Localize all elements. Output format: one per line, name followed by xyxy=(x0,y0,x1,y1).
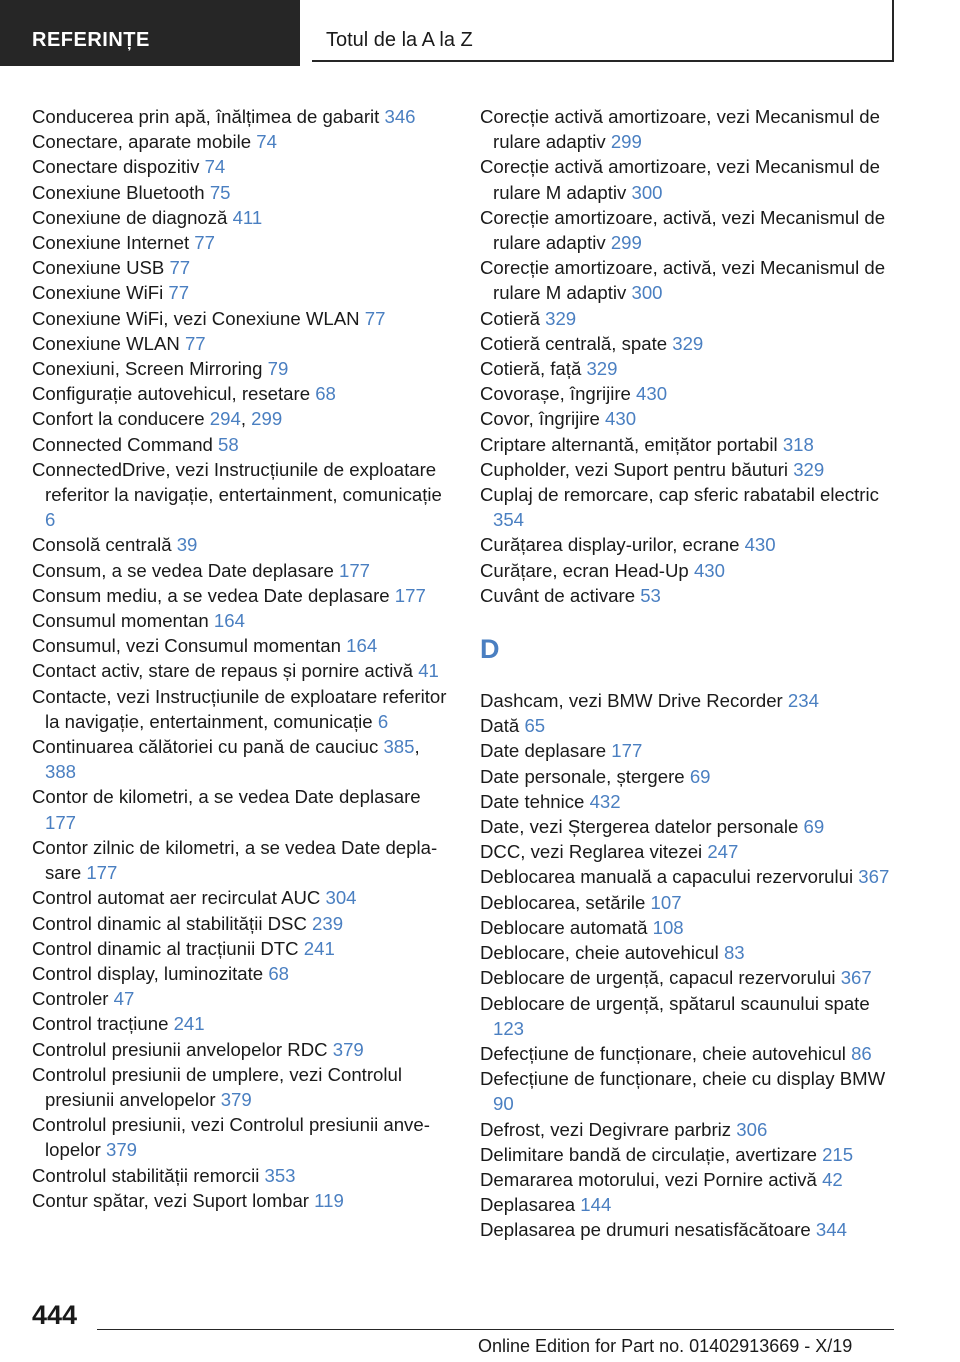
index-entry-text: Control display, luminozitate xyxy=(32,962,269,984)
page-reference-link[interactable]: 379 xyxy=(105,1139,138,1161)
index-entry xyxy=(32,1163,452,1188)
page-reference-link[interactable]: 367 xyxy=(840,967,872,989)
index-entry xyxy=(32,306,452,331)
page-reference-link[interactable]: 299 xyxy=(610,131,642,153)
index-entry-text: Covorașe, îngrijire xyxy=(480,383,637,405)
index-entry xyxy=(480,1142,900,1167)
index-entry xyxy=(480,558,900,583)
index-entry xyxy=(32,532,452,557)
index-entry-text: Deblocarea manuală a capacului rezervorului xyxy=(480,866,859,888)
index-entry xyxy=(480,406,900,431)
page-reference-link[interactable]: 77 xyxy=(364,307,386,329)
index-entry xyxy=(32,911,452,936)
page-reference-link[interactable]: 346 xyxy=(384,106,416,127)
index-entry-text: Controler xyxy=(32,988,114,1010)
page-reference-link[interactable]: 6 xyxy=(45,509,56,531)
page-reference-link[interactable]: 177 xyxy=(611,740,643,762)
page-reference-link[interactable]: 74 xyxy=(204,156,226,178)
index-entry-text: Conexiune Internet xyxy=(32,232,195,254)
index-entry-text: Curățarea display-urilor, ecrane xyxy=(480,534,745,556)
page-reference-link[interactable]: 47 xyxy=(113,988,135,1010)
index-entry-text: Contor zilnic de kilometri, a se vedea Date deplasare xyxy=(32,836,438,884)
index-entry xyxy=(32,1011,452,1036)
page-reference-link[interactable]: 79 xyxy=(267,358,289,380)
index-entry-text: Cotieră centrală, spate xyxy=(480,332,673,354)
page-reference-link[interactable]: 53 xyxy=(640,584,661,606)
page-reference-link[interactable]: 86 xyxy=(851,1042,872,1064)
index-entry xyxy=(32,558,452,583)
index-entry xyxy=(32,180,452,205)
page-reference-link[interactable]: 177 xyxy=(86,862,118,884)
index-entry-text: Dashcam, vezi BMW Drive Recorder xyxy=(480,690,788,712)
page-reference-link[interactable]: 119 xyxy=(314,1189,344,1211)
index-entry-text: Conexiune WiFi xyxy=(32,282,169,304)
index-entry-text: Configurație autovehicul, resetare xyxy=(32,383,316,405)
page-reference-link[interactable]: 65 xyxy=(524,715,546,737)
index-entry xyxy=(480,1217,900,1242)
index-entry xyxy=(480,482,900,532)
page-reference-link[interactable]: 77 xyxy=(168,282,190,304)
index-entry-text: Deblocarea, setările xyxy=(480,891,651,913)
index-entry-text: Cuplaj de remorcare, cap sferic rabatabil electric xyxy=(480,484,879,506)
index-entry-text: Control automat aer recirculat AUC xyxy=(32,887,326,909)
index-entry-text: Contur spătar, vezi Suport lombar xyxy=(32,1189,315,1211)
page-reference-link[interactable]: 6 xyxy=(377,710,389,732)
index-entry xyxy=(480,306,900,331)
index-entry xyxy=(480,255,900,305)
page-reference-link[interactable]: 294 xyxy=(209,408,241,430)
page-reference-link[interactable]: 144 xyxy=(580,1194,612,1216)
index-entry xyxy=(480,915,900,940)
index-entry: Continuarea călătoriei cu pană de cauciuc 385, 388 xyxy=(32,736,420,783)
index-entry-text: Consum mediu, a se vedea Date deplasare xyxy=(32,584,395,606)
index-entry xyxy=(32,1112,452,1162)
index-entry-text: Conexiune de diagnoză xyxy=(32,206,233,228)
page-reference-link[interactable]: 379 xyxy=(332,1038,364,1060)
index-entry-text: Control tracțiune xyxy=(32,1013,174,1035)
index-entry xyxy=(32,658,452,683)
page-reference-link[interactable]: 354 xyxy=(493,509,525,531)
index-entry-text: Conexiune WiFi, vezi Conexiune WLAN xyxy=(32,307,365,329)
index-entry xyxy=(480,104,900,154)
index-entry-text: Conectare, aparate mobile xyxy=(32,131,257,153)
index-entry-text: Corecție activă amortizoare, vezi Mecanismul de rulare adaptiv xyxy=(480,106,880,153)
page-reference-link[interactable]: 430 xyxy=(636,383,668,405)
index-entry-text: Covor, îngrijire xyxy=(480,408,606,430)
page-reference-link[interactable]: 58 xyxy=(218,433,239,455)
index-entry-text: Criptare alternantă, emițător portabil xyxy=(480,433,783,455)
page-reference-link[interactable]: 329 xyxy=(545,307,577,329)
page-reference-link[interactable]: 379 xyxy=(220,1088,252,1110)
index-entry xyxy=(480,583,900,608)
index-entry-text: Corecție activă amortizoare, vezi Mecanismul de rulare M adaptiv xyxy=(480,156,880,203)
index-entry xyxy=(32,835,452,885)
page-reference-link[interactable]: 69 xyxy=(803,816,825,838)
index-entry xyxy=(32,255,452,280)
index-entry xyxy=(32,230,452,255)
page-reference-link[interactable]: 77 xyxy=(184,332,206,354)
index-column-right xyxy=(480,104,900,1243)
index-entry-text: Defecțiune de funcționare, cheie cu display BMW xyxy=(480,1068,886,1090)
index-entry-text: Deplasarea pe drumuri nesatisfăcătoare xyxy=(480,1219,816,1241)
index-entry-text: Corecție amortizoare, activă, vezi Mecanismul de rulare adaptiv xyxy=(480,206,886,254)
index-entry xyxy=(32,356,452,381)
index-entry-text: Corecție amortizoare, activă, vezi Mecanismul de rulare M adaptiv xyxy=(480,257,886,304)
index-letter-heading: D xyxy=(480,634,500,665)
index-entry-text: Date personale, ștergere xyxy=(480,765,690,787)
page-reference-link[interactable]: 329 xyxy=(586,358,618,380)
index-entry-text: Contacte, vezi Instrucțiunile de exploatare referitor la navigație, entertainment, comunicație xyxy=(32,685,447,732)
page-reference-link[interactable]: 329 xyxy=(672,332,704,354)
index-entry xyxy=(480,738,900,763)
page-reference-link[interactable]: 353 xyxy=(264,1164,296,1186)
index-entry-text: Cuvânt de activare xyxy=(480,584,641,606)
index-entry xyxy=(480,432,900,457)
index-entry xyxy=(480,1041,900,1066)
page-reference-link[interactable]: 164 xyxy=(346,635,378,657)
index-entry-text: Contact activ, stare de repaus și pornire activă xyxy=(32,660,419,682)
index-entry-text: Delimitare bandă de circulație, avertizare xyxy=(480,1143,823,1165)
page-reference-link[interactable]: 75 xyxy=(209,181,231,203)
page-reference-link[interactable]: 430 xyxy=(744,534,776,556)
page-reference-link[interactable]: 83 xyxy=(723,942,745,964)
index-entry-text: Deblocare automată xyxy=(480,916,653,938)
index-entry xyxy=(32,986,452,1011)
page-reference-link[interactable]: 411 xyxy=(232,206,263,228)
page-reference-link[interactable]: 430 xyxy=(605,408,637,430)
index-entry xyxy=(480,331,900,356)
page-reference-link[interactable]: 41 xyxy=(418,660,439,682)
index-entry-text: Conectare dispozitiv xyxy=(32,156,205,178)
index-entry-text: Date tehnice xyxy=(480,790,590,812)
page-reference-link[interactable]: 177 xyxy=(394,584,426,606)
index-entry-text: Confort la conducere xyxy=(32,408,210,430)
page-reference-link[interactable]: 39 xyxy=(176,534,198,556)
page-reference-link[interactable]: 241 xyxy=(173,1013,205,1035)
index-entry xyxy=(480,1192,900,1217)
page-reference-link[interactable]: 42 xyxy=(822,1168,843,1190)
index-entry xyxy=(480,839,900,864)
page-number: 444 xyxy=(32,1300,78,1330)
page-reference-link[interactable]: 68 xyxy=(268,962,290,984)
index-entry-text: DCC, vezi Reglarea vitezei xyxy=(480,841,708,863)
index-entry xyxy=(480,356,900,381)
chapter-title: Totul de la A la Z xyxy=(312,0,894,62)
index-entry-text: Controlul presiunii anvelopelor RDC xyxy=(32,1038,333,1060)
edition-note: Online Edition for Part no. 01402913669 - X/19 xyxy=(478,1336,853,1356)
page-reference-link[interactable]: 306 xyxy=(736,1118,768,1140)
index-entry-text: Dată xyxy=(480,715,525,737)
page-reference-link[interactable]: 388 xyxy=(45,761,77,783)
index-entry xyxy=(32,684,452,734)
page-reference-link[interactable]: 299 xyxy=(251,408,283,430)
index-entry-text: Controlul presiunii de umplere, vezi Controlul presiunii anvelopelor xyxy=(32,1063,402,1110)
index-entry xyxy=(32,1188,452,1213)
index-entry-text: Cupholder, vezi Suport pentru băuturi xyxy=(480,458,794,480)
index-entry-text: Curățare, ecran Head-Up xyxy=(480,559,694,581)
page-reference-link[interactable]: 430 xyxy=(693,559,725,581)
index-entry xyxy=(32,1037,452,1062)
index-entry xyxy=(32,104,452,129)
index-entry xyxy=(480,713,900,738)
index-entry-text: Controlul presiunii, vezi Controlul presiunii anvelopelor xyxy=(32,1114,430,1161)
index-entry-text: Consolă centrală xyxy=(32,534,177,556)
index-entry xyxy=(32,608,452,633)
page-reference-link[interactable]: 300 xyxy=(631,282,663,304)
page-reference-link[interactable]: 344 xyxy=(815,1219,847,1241)
page-reference-link[interactable]: 177 xyxy=(338,559,371,581)
index-entry: Confort la conducere 294, 299 xyxy=(32,408,283,430)
index-entry xyxy=(480,814,900,839)
index-entry-text: Date deplasare xyxy=(480,740,612,762)
index-entry xyxy=(32,936,452,961)
index-entry xyxy=(480,940,900,965)
section-label: REFERINȚE xyxy=(0,0,300,66)
index-entry xyxy=(480,991,900,1041)
page-reference-link[interactable]: 69 xyxy=(689,765,711,787)
page-reference-link[interactable]: 164 xyxy=(213,610,245,632)
index-entry xyxy=(480,1066,900,1116)
index-entry xyxy=(480,205,900,255)
index-entry xyxy=(480,965,900,990)
index-entry-text: Control dinamic al tracțiunii DTC xyxy=(32,937,304,959)
page-reference-link[interactable]: 215 xyxy=(822,1143,854,1165)
page-reference-link[interactable]: 241 xyxy=(303,937,335,959)
index-entry xyxy=(32,205,452,230)
footer-divider xyxy=(97,1329,894,1330)
index-column-left xyxy=(32,104,452,1213)
page-reference-link[interactable]: 107 xyxy=(650,891,682,913)
index-entry xyxy=(32,280,452,305)
page-reference-link[interactable]: 68 xyxy=(315,383,336,405)
index-entry-text: Cotieră, față xyxy=(480,358,587,380)
index-entry xyxy=(480,688,900,713)
index-entry-text: Cotieră xyxy=(480,307,546,329)
page-reference-link[interactable]: 247 xyxy=(707,841,739,863)
page-reference-link[interactable]: 177 xyxy=(45,811,77,833)
index-entry xyxy=(480,1167,900,1192)
page-reference-link[interactable]: 304 xyxy=(325,887,357,909)
index-entry-text: Conexiune Bluetooth xyxy=(32,181,210,203)
page-reference-link[interactable]: 318 xyxy=(782,433,814,455)
index-entry xyxy=(32,381,452,406)
index-entry-text: Defrost, vezi Degivrare parbriz xyxy=(480,1118,737,1140)
page-reference-link[interactable]: 234 xyxy=(787,690,819,712)
page-reference-link[interactable]: 123 xyxy=(493,1017,525,1039)
index-entry-text: Connected Command xyxy=(32,433,219,455)
index-entry xyxy=(480,457,900,482)
page-reference-link[interactable]: 74 xyxy=(256,131,277,153)
index-entry xyxy=(32,331,452,356)
page-reference-link[interactable]: 299 xyxy=(610,232,642,254)
page-reference-link[interactable]: 385 xyxy=(383,736,415,758)
index-entry xyxy=(32,961,452,986)
page-reference-link[interactable]: 432 xyxy=(589,790,621,812)
index-entry-text: Conducerea prin apă, înălțimea de gabarit xyxy=(32,106,385,127)
index-entry xyxy=(480,764,900,789)
index-entry xyxy=(480,381,900,406)
page-reference-link[interactable]: 300 xyxy=(631,181,663,203)
page-reference-link[interactable]: 90 xyxy=(493,1093,514,1115)
index-entry-text: Consumul momentan xyxy=(32,610,214,632)
index-entry-text: Conexiune WLAN xyxy=(32,332,185,354)
index-entry xyxy=(32,154,452,179)
index-entry xyxy=(32,129,452,154)
index-entry xyxy=(32,1062,452,1112)
index-entry-text: ConnectedDrive, vezi Instrucțiunile de exploatare referitor la navigație, entertainment, comunicație xyxy=(32,458,442,506)
index-entry xyxy=(32,885,452,910)
index-entry xyxy=(480,1117,900,1142)
index-entry-text: Control dinamic al stabilității DSC xyxy=(32,912,313,934)
index-entry xyxy=(480,890,900,915)
index-entry-text: Deblocare, cheie autovehicul xyxy=(480,942,724,964)
index-entry-text: Contor de kilometri, a se vedea Date deplasare xyxy=(32,786,421,808)
index-entry xyxy=(32,583,452,608)
index-entry-text: Defecțiune de funcționare, cheie autovehicul xyxy=(480,1042,852,1064)
index-entry-text: Deblocare de urgență, spătarul scaunului spate xyxy=(480,992,870,1014)
index-entry xyxy=(480,532,900,557)
index-entry xyxy=(480,154,900,204)
index-entry-text: Continuarea călătoriei cu pană de cauciuc xyxy=(32,736,384,758)
page-header xyxy=(0,0,960,66)
index-entry-text: Date, vezi Ștergerea datelor personale xyxy=(480,816,804,838)
index-entry xyxy=(480,789,900,814)
page-reference-link[interactable]: 329 xyxy=(793,458,825,480)
index-entry xyxy=(480,864,900,889)
index-entry-text: Controlul stabilității remorcii xyxy=(32,1164,265,1186)
index-entry xyxy=(32,633,452,658)
index-entry-text: Conexiuni, Screen Mirroring xyxy=(32,358,268,380)
index-entry-text: Deblocare de urgență, capacul rezervorului xyxy=(480,967,841,989)
page-reference-link[interactable]: 77 xyxy=(194,232,215,254)
index-entry-text: Consumul, vezi Consumul momentan xyxy=(32,635,347,657)
index-entry xyxy=(32,784,452,834)
page-reference-link[interactable]: 108 xyxy=(652,916,684,938)
index-entry-text: Consum, a se vedea Date deplasare xyxy=(32,559,339,581)
index-entry-text: Conexiune USB xyxy=(32,257,170,279)
index-entry xyxy=(32,432,452,457)
page-reference-link[interactable]: 239 xyxy=(312,912,344,934)
index-entry-text: Deplasarea xyxy=(480,1194,581,1216)
page-reference-link[interactable]: 367 xyxy=(858,866,890,888)
index-entry xyxy=(32,457,452,533)
index-entry-text: Demararea motorului, vezi Pornire activă xyxy=(480,1168,823,1190)
page-reference-link[interactable]: 77 xyxy=(169,257,191,279)
